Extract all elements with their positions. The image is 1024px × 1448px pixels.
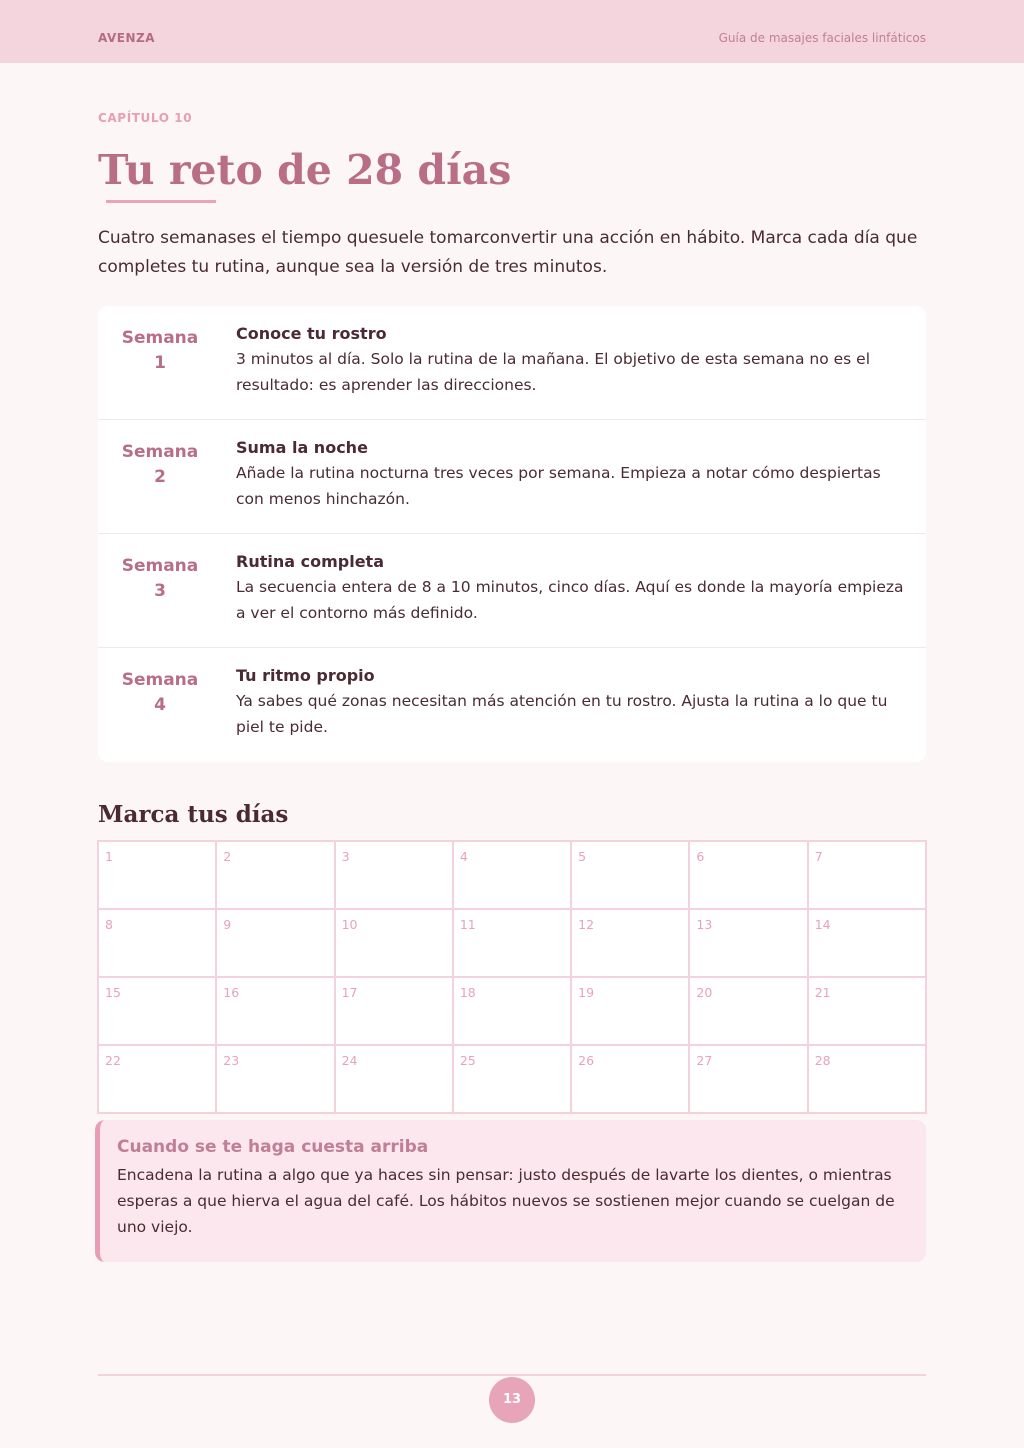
day-checkbox-cell[interactable] <box>809 842 927 910</box>
day-checkbox-cell[interactable] <box>690 910 808 978</box>
day-number: 2 <box>223 849 232 864</box>
day-checkbox-cell[interactable] <box>572 910 690 978</box>
day-checkbox-cell[interactable] <box>572 1046 690 1114</box>
day-checkbox-cell[interactable] <box>336 910 454 978</box>
day-number: 20 <box>696 985 713 1000</box>
week-title: Tu ritmo propio <box>236 666 375 685</box>
day-number: 17 <box>341 985 358 1000</box>
day-number: 12 <box>578 917 595 932</box>
day-number: 23 <box>223 1053 240 1068</box>
day-number: 7 <box>814 849 823 864</box>
week-label-word: Semana <box>121 442 199 462</box>
week-description: Ya sabes qué zonas necesitan más atención en tu rostro. Ajusta la rutina a lo que tu piel te pide. <box>236 692 888 736</box>
day-number: 6 <box>696 849 705 864</box>
day-checkbox-cell[interactable] <box>690 842 808 910</box>
day-checkbox-cell[interactable] <box>572 978 690 1046</box>
day-number: 10 <box>341 917 358 932</box>
day-number: 19 <box>578 985 595 1000</box>
day-number: 18 <box>459 985 476 1000</box>
day-checkbox-cell[interactable] <box>690 1046 808 1114</box>
week-label-word: Semana <box>121 556 199 576</box>
day-checkbox-cell[interactable] <box>809 1046 927 1114</box>
day-checkbox-cell[interactable] <box>99 842 217 910</box>
week-number: 1 <box>154 353 166 373</box>
tip-text: Encadena la rutina a algo que ya haces sin pensar: justo después de lavarte los dientes, o mientras esperas a que hierva el agua del café. Los hábitos nuevos se sostienen mejor cuando se cuelgan de uno viejo. <box>117 1166 895 1236</box>
week-row <box>98 306 926 420</box>
day-number: 14 <box>814 917 831 932</box>
day-number: 11 <box>459 917 476 932</box>
day-number: 5 <box>578 849 587 864</box>
day-tracker-grid <box>97 840 927 1114</box>
week-description: Añade la rutina nocturna tres veces por semana. Empieza a notar cómo despiertas con menos hinchazón. <box>236 464 881 508</box>
week-label <box>98 326 222 376</box>
day-checkbox-cell[interactable] <box>572 842 690 910</box>
week-row <box>98 420 926 534</box>
week-title: Rutina completa <box>236 552 384 571</box>
day-checkbox-cell[interactable] <box>99 978 217 1046</box>
tip-callout <box>95 1120 926 1262</box>
day-checkbox-cell[interactable] <box>809 978 927 1046</box>
brand-name: AVENZA <box>98 31 155 45</box>
day-checkbox-cell[interactable] <box>217 978 335 1046</box>
week-title: Conoce tu rostro <box>236 324 387 343</box>
day-number: 21 <box>814 985 831 1000</box>
week-title: Suma la noche <box>236 438 368 457</box>
day-checkbox-cell[interactable] <box>454 978 572 1046</box>
day-number: 4 <box>459 849 468 864</box>
day-checkbox-cell[interactable] <box>809 910 927 978</box>
day-checkbox-cell[interactable] <box>454 1046 572 1114</box>
day-number: 24 <box>341 1053 358 1068</box>
tracker-title: Marca tus días <box>98 801 289 828</box>
day-number: 26 <box>578 1053 595 1068</box>
day-number: 8 <box>105 917 113 932</box>
week-description: 3 minutos al día. Solo la rutina de la mañana. El objetivo de esta semana no es el resultado: es aprender las direcciones. <box>236 350 871 394</box>
day-checkbox-cell[interactable] <box>336 842 454 910</box>
day-number: 9 <box>223 917 232 932</box>
week-label <box>98 668 222 718</box>
page-number-badge: 13 <box>489 1377 535 1423</box>
title-underline <box>106 200 216 203</box>
footer-divider <box>98 1374 926 1376</box>
day-number: 22 <box>105 1053 121 1068</box>
guide-title: Guía de masajes faciales linfáticos <box>718 31 926 45</box>
week-label <box>98 440 222 490</box>
day-number: 28 <box>814 1053 831 1068</box>
day-number: 13 <box>696 917 713 932</box>
week-number: 2 <box>154 467 166 487</box>
intro-paragraph: Cuatro semanases el tiempo quesuele tomarconvertir una acción en hábito. Marca cada día que completes tu rutina, aunque sea la versión de tres minutos. <box>98 228 918 277</box>
week-row <box>98 648 926 762</box>
day-number: 1 <box>105 849 113 864</box>
day-checkbox-cell[interactable] <box>690 978 808 1046</box>
day-number: 16 <box>223 985 240 1000</box>
day-checkbox-cell[interactable] <box>336 978 454 1046</box>
day-checkbox-cell[interactable] <box>99 1046 217 1114</box>
day-checkbox-cell[interactable] <box>99 910 217 978</box>
weeks-card <box>98 306 926 762</box>
day-checkbox-cell[interactable] <box>217 910 335 978</box>
week-label-word: Semana <box>121 328 199 348</box>
day-number: 27 <box>696 1053 713 1068</box>
week-row <box>98 534 926 648</box>
day-number: 25 <box>459 1053 476 1068</box>
week-description: La secuencia entera de 8 a 10 minutos, cinco días. Aquí es donde la mayoría empieza a ver el contorno más definido. <box>236 578 904 622</box>
day-checkbox-cell[interactable] <box>217 842 335 910</box>
week-number: 4 <box>154 695 166 715</box>
page-title: Tu reto de 28 días <box>98 146 512 194</box>
day-number: 3 <box>341 849 350 864</box>
page-header <box>0 0 1024 63</box>
week-label-word: Semana <box>121 670 199 690</box>
day-checkbox-cell[interactable] <box>217 1046 335 1114</box>
chapter-label: CAPÍTULO 10 <box>98 111 193 125</box>
day-number: 15 <box>105 985 121 1000</box>
week-label <box>98 554 222 604</box>
day-checkbox-cell[interactable] <box>454 842 572 910</box>
day-checkbox-cell[interactable] <box>336 1046 454 1114</box>
week-number: 3 <box>154 581 166 601</box>
tip-title: Cuando se te haga cuesta arriba <box>117 1137 429 1157</box>
day-checkbox-cell[interactable] <box>454 910 572 978</box>
